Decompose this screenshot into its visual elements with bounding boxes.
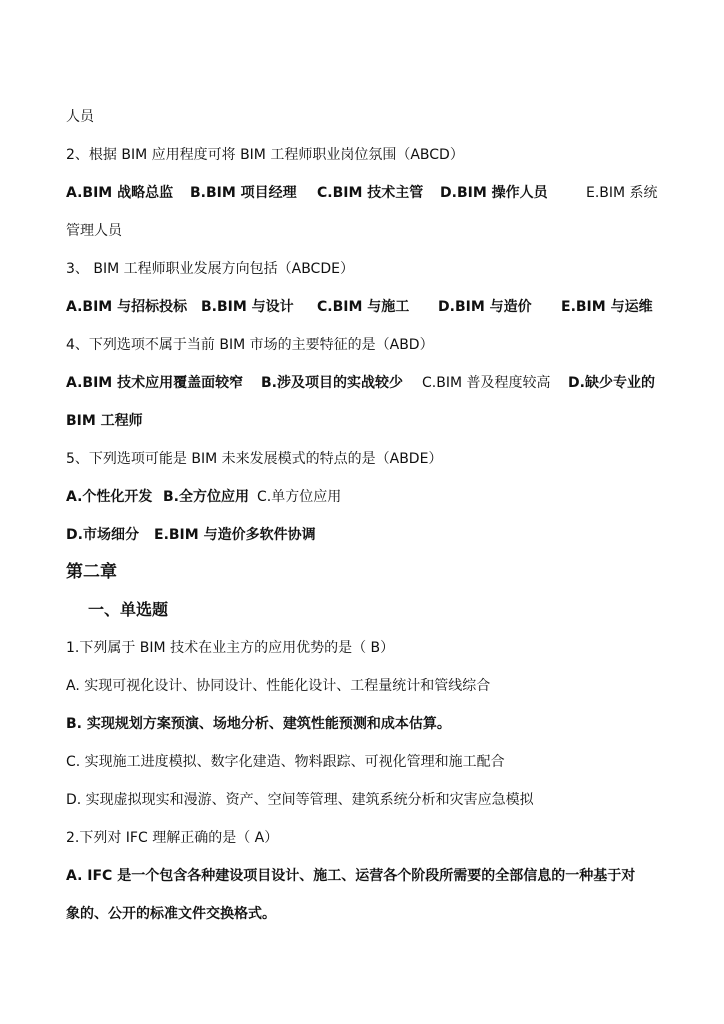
option-e: E.BIM 与运维 [561, 299, 653, 315]
option-a: A.个性化开发 [66, 489, 153, 505]
question-2-ch2: 2.下列对 IFC 理解正确的是（ A） [66, 830, 279, 846]
option-b: B.BIM 与设计 [201, 299, 294, 315]
question-1: 1.下列属于 BIM 技术在业主方的应用优势的是（ B） [66, 640, 395, 656]
option-c: C.BIM 普及程度较高 [422, 375, 551, 391]
question-4-options [66, 373, 666, 393]
question-5-options [66, 487, 466, 507]
option-c: C.BIM 与施工 [317, 299, 410, 315]
chapter-title: 第二章 [66, 562, 117, 582]
question-2: 2、根据 BIM 应用程度可将 BIM 工程师职业岗位氛围（ABCD） [66, 147, 464, 163]
question-5-options-cont [66, 525, 466, 545]
text-line: BIM 工程师 [66, 413, 143, 429]
question-2-options [66, 183, 666, 203]
q1-option-b: B. 实现规划方案预演、场地分析、建筑性能预测和成本估算。 [66, 716, 451, 732]
question-3: 3、 BIM 工程师职业发展方向包括（ABCDE） [66, 261, 354, 277]
option-b: B.涉及项目的实战较少 [261, 375, 403, 391]
option-e: E.BIM 与造价多软件协调 [154, 527, 316, 543]
text-line: 人员 [66, 109, 94, 125]
q2-option-a: A. IFC 是一个包含各种建设项目设计、施工、运营各个阶段所需要的全部信息的一种基于对 [66, 868, 636, 884]
option-c: C.BIM 技术主管 [317, 185, 424, 201]
option-e: E.BIM 系统 [586, 185, 658, 201]
section-title: 一、单选题 [88, 600, 169, 619]
question-5: 5、下列选项可能是 BIM 未来发展模式的特点的是（ABDE） [66, 451, 443, 467]
question-4: 4、下列选项不属于当前 BIM 市场的主要特征的是（ABD） [66, 337, 434, 353]
option-d: D.市场细分 [66, 527, 139, 543]
q1-option-a: A. 实现可视化设计、协同设计、性能化设计、工程量统计和管线综合 [66, 678, 491, 694]
option-a: A.BIM 战略总监 [66, 185, 174, 201]
option-c: C.单方位应用 [257, 489, 342, 505]
option-a: A.BIM 技术应用覆盖面较窄 [66, 375, 244, 391]
question-3-options [66, 297, 666, 317]
option-d: D.BIM 与造价 [438, 299, 532, 315]
text-line: 管理人员 [66, 223, 122, 239]
q2-option-a-cont: 象的、公开的标准文件交换格式。 [66, 906, 276, 922]
option-d: D.缺少专业的 [568, 375, 655, 391]
option-a: A.BIM 与招标投标 [66, 299, 188, 315]
q1-option-c: C. 实现施工进度模拟、数字化建造、物料跟踪、可视化管理和施工配合 [66, 754, 505, 770]
option-d: D.BIM 操作人员 [440, 185, 548, 201]
option-b: B.BIM 项目经理 [190, 185, 297, 201]
option-b: B.全方位应用 [163, 489, 249, 505]
q1-option-d: D. 实现虚拟现实和漫游、资产、空间等管理、建筑系统分析和灾害应急模拟 [66, 792, 534, 808]
